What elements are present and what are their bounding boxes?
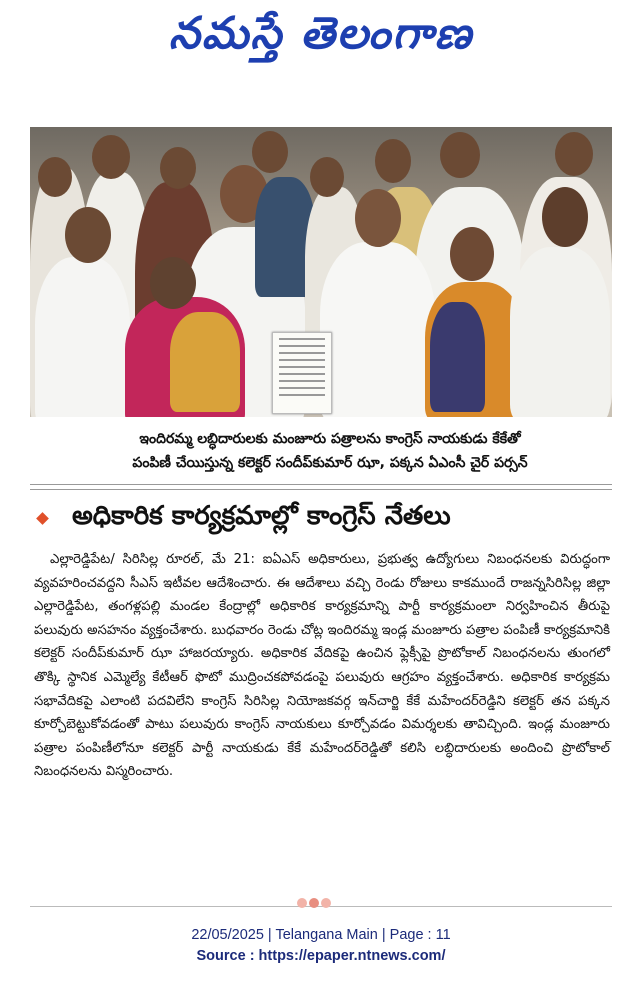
masthead bbox=[0, 8, 642, 78]
newspaper-title: నమస్తే తెలంగాణ bbox=[168, 8, 474, 59]
headline-block bbox=[30, 495, 612, 545]
footer-divider bbox=[30, 906, 612, 907]
diamond-bullet-icon bbox=[36, 512, 49, 525]
edition-info: 22/05/2025 | Telangana Main | Page : 11 bbox=[191, 927, 451, 943]
source-line: Source : https://epaper.ntnews.com/ bbox=[196, 948, 446, 964]
article-body bbox=[34, 548, 610, 784]
news-photo bbox=[30, 127, 612, 417]
divider bbox=[30, 484, 612, 485]
article-headline: అధికారిక కార్యక్రమాల్లో కాంగ్రెస్ నేతలు bbox=[72, 501, 451, 531]
separator-dots bbox=[297, 893, 347, 905]
certificate-document bbox=[272, 332, 332, 414]
caption-line-1: ఇందిరమ్మ లబ్ధిదారులకు మంజూరు పత్రాలను కాంగ్రెస్ నాయకుడు కేకేతో bbox=[139, 431, 521, 447]
photo-caption bbox=[60, 427, 600, 475]
divider bbox=[30, 489, 612, 490]
caption-line-2: పంపిణీ చేయిస్తున్న కలెక్టర్ సందీప్‌కుమార్ ఝా, పక్కన ఏఎంసీ చైర్ పర్సన్ bbox=[132, 455, 528, 471]
article-paragraph: ఎల్లారెడ్డిపేట/ సిరిసిల్ల రూరల్, మే 21: ఐఏఎస్ అధికారులు, ప్రభుత్వ ఉద్యోగులు నిబంధనలకు విరుద్ధంగా వ్యవహరించవద్దని సీఎస్ ఇటీవల ఆదేశించారు. ఈ ఆదేశాలు వచ్చి రెండు రోజులు కాకముందే రాజన్నసిరిసిల్ల జిల్లా ఎల్లారెడ్డిపేట, తంగళ్లపల్లి మండల కేంద్రాల్లో అధికారిక కార్యక్రమాన్ని పార్టీ కార్యక్రమంలా నిర్వహించిన తీరుపై పలువురు అసహనం వ్యక్తంచేశారు. బుధవారం రెండు చోట్ల ఇందిరమ్మ ఇండ్ల మంజూరు పత్రాల పంపిణీ కార్యక్రమానికి కలెక్టర్ సందీప్‌కుమార్ ఝా హాజరయ్యారు. అధికారిక వేదికపై ఉంచిన ఫ్లెక్సీపై ప్రొటోకాల్ నిబంధనలను తుంగలో తొక్కి స్థానిక ఎమ్మెల్యే కేటీఆర్ ఫొటో ముద్రించకపోవడంపై పలువురు ఆగ్రహం వ్యక్తంచేశారు. అధికారిక కార్యక్రమ సభావేదికపై ఎలాంటి పదవిలేని కాంగ్రెస్ సిరిసిల్ల నియోజకవర్గ ఇన్‌చార్జి కేకే మహేందర్‌రెడ్డిని కలెక్టర్ తన పక్కన కూర్చోబెట్టుకోవడంతో పాటు పలువురు కాంగ్రెస్ నాయకులు కూర్చోవడం విమర్శలకు తావిచ్చింది. ఇండ్ల మంజూరు పత్రాల పంపిణీలోనూ కలెక్టర్ పార్టీ నాయకుడు కేకే మహేందర్‌రెడ్డితో కలిసి లబ్ధిదారులకు అందించి ప్రొటోకాల్ నిబంధనలను విస్మరించారు. bbox=[34, 552, 610, 780]
